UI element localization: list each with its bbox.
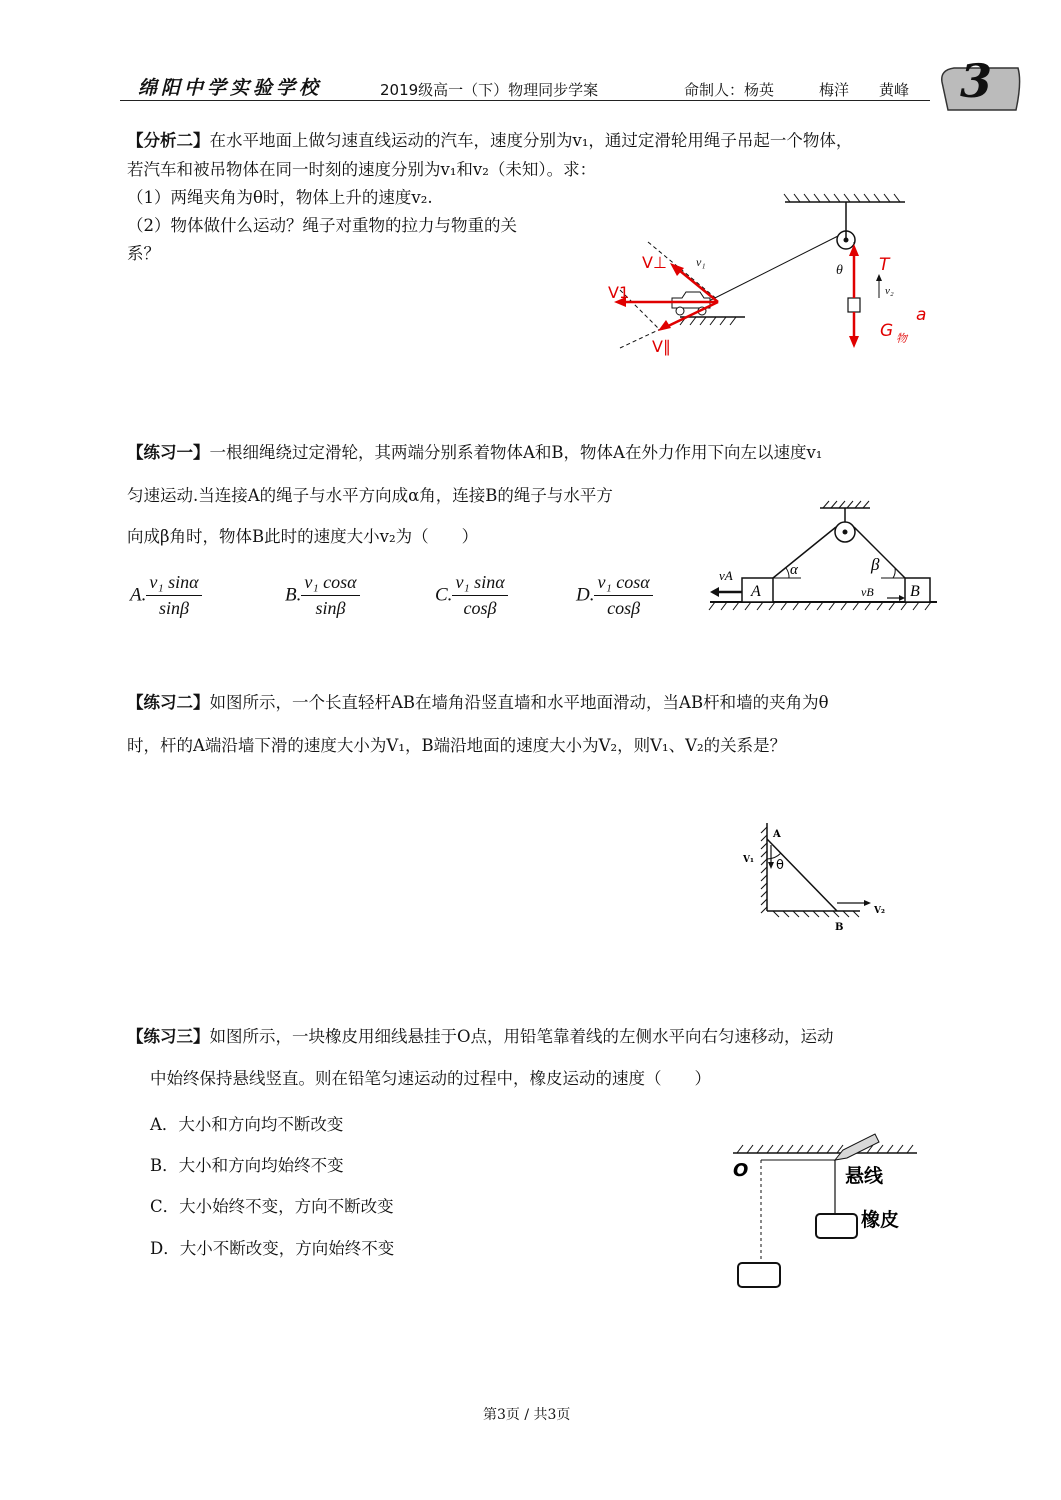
label-string: 悬线	[845, 1165, 884, 1187]
analysis2-q1: （1）两绳夹角为θ时，物体上升的速度v₂.	[127, 188, 433, 207]
label-V2: V₂	[874, 906, 885, 916]
ex3-option-b[interactable]: B．大小和方向均始终不变	[150, 1156, 344, 1175]
analysis2-text1: 在水平地面上做匀速直线运动的汽车，速度分别为v₁，通过定滑轮用绳子吊起一个物体，	[209, 131, 853, 150]
analysis2-line1	[127, 130, 852, 152]
label-T: T	[879, 255, 890, 275]
label-v-par: V∥	[652, 337, 671, 356]
label-theta: θ	[776, 858, 784, 873]
label-eraser: 橡皮	[861, 1209, 900, 1231]
ex1-text1: 一根细绳绕过定滑轮，其两端分别系着物体A和B，物体A在外力作用下向左以速度v₁	[209, 443, 823, 462]
ex2-line2: 时，杆的A端沿墙下滑的速度大小为V₁，B端沿地面的速度大小为V₂，则V₁、V₂的关系是？	[127, 736, 787, 755]
page-footer: 第3页 / 共3页	[483, 1407, 571, 1423]
ex3-text1: 如图所示，一块橡皮用细线悬挂于O点，用铅笔靠着线的左侧水平向右匀速移动，运动	[209, 1027, 834, 1046]
ex1-option-a[interactable]	[130, 572, 202, 619]
label-G-sub: 物	[896, 332, 907, 345]
option-fraction: $\frac{\text{v₁ sinα}}{\cos\beta}$	[452, 572, 507, 619]
option-label: A.	[130, 584, 147, 606]
rod-wall-figure	[735, 815, 895, 935]
label-A: A	[773, 829, 781, 840]
label-alpha: α	[790, 562, 798, 578]
school-name: 绵阳中学实验学校	[138, 77, 323, 99]
label-theta: θ	[836, 263, 843, 278]
analysis2-q2b: 系？	[127, 244, 160, 263]
label-O: O	[733, 1160, 749, 1181]
label-v1-big: V1	[608, 283, 630, 302]
label-v2: v₂	[885, 285, 894, 297]
ex1-option-b[interactable]	[285, 572, 360, 619]
authors: 命制人：杨英 梅洋 黄峰	[684, 81, 910, 99]
label-G: G	[880, 321, 894, 341]
ex1-line2: 匀速运动.当连接A的绳子与水平方向成α角，连接B的绳子与水平方	[127, 486, 613, 505]
label-B: B	[910, 583, 920, 600]
label-v1-small: v₁	[696, 255, 706, 269]
label-B: B	[835, 922, 844, 933]
ex2-text1: 如图所示，一个长直轻杆AB在墙角沿竖直墙和水平地面滑动，当AB杆和墙的夹角为θ	[209, 693, 829, 712]
label-V1: V₁	[743, 855, 754, 865]
label-vB: vB	[861, 585, 874, 599]
car-pulley-figure	[600, 190, 940, 365]
label-vA: vA	[719, 568, 733, 583]
analysis2-lead: 【分析二】	[127, 131, 210, 150]
option-label: D.	[576, 584, 595, 606]
analysis2-q2a: （2）物体做什么运动？绳子对重物的拉力与物重的关	[127, 216, 517, 235]
option-fraction: $\frac{\text{v₁ sinα}}{\sin\beta}$	[146, 572, 201, 619]
eraser-string-figure	[725, 1128, 925, 1298]
ex1-line1	[127, 442, 822, 464]
label-A: A	[751, 583, 761, 600]
page-number: 3	[960, 54, 993, 108]
ex3-option-d[interactable]: D．大小不断改变，方向始终不变	[150, 1239, 395, 1258]
ex3-option-c[interactable]: C．大小始终不变，方向不断改变	[150, 1197, 394, 1216]
ex3-lead: 【练习三】	[127, 1027, 210, 1046]
ex2-lead: 【练习二】	[127, 693, 210, 712]
analysis2-line2: 若汽车和被吊物体在同一时刻的速度分别为v₁和v₂（未知）。求：	[127, 160, 597, 179]
option-label: C.	[435, 584, 453, 606]
ex1-line3: 向成β角时，物体B此时的速度大小v₂为（ ）	[127, 527, 479, 546]
ex3-option-a[interactable]: A．大小和方向均不断改变	[150, 1115, 344, 1134]
ex2-line1	[127, 692, 829, 714]
label-a: a	[916, 305, 927, 325]
ex1-option-c[interactable]	[435, 572, 508, 619]
document-title: 2019级高一（下）物理同步学案	[380, 81, 599, 99]
option-label: B.	[285, 584, 302, 606]
pulley-ab-figure	[705, 498, 945, 616]
label-v-perp: V⊥	[642, 253, 667, 272]
ex3-line2: 中始终保持悬线竖直。则在铅笔匀速运动的过程中，橡皮运动的速度（ ）	[150, 1069, 711, 1088]
option-fraction: $\frac{\text{v₁ cosα}}{\sin\beta}$	[301, 572, 359, 619]
label-beta: β	[871, 555, 880, 574]
option-fraction: $\frac{\text{v₁ cosα}}{\cos\beta}$	[594, 572, 652, 619]
ex3-line1	[127, 1026, 834, 1048]
ex1-option-d[interactable]	[576, 572, 653, 619]
header-rule	[120, 100, 930, 101]
ex1-lead: 【练习一】	[127, 443, 210, 462]
